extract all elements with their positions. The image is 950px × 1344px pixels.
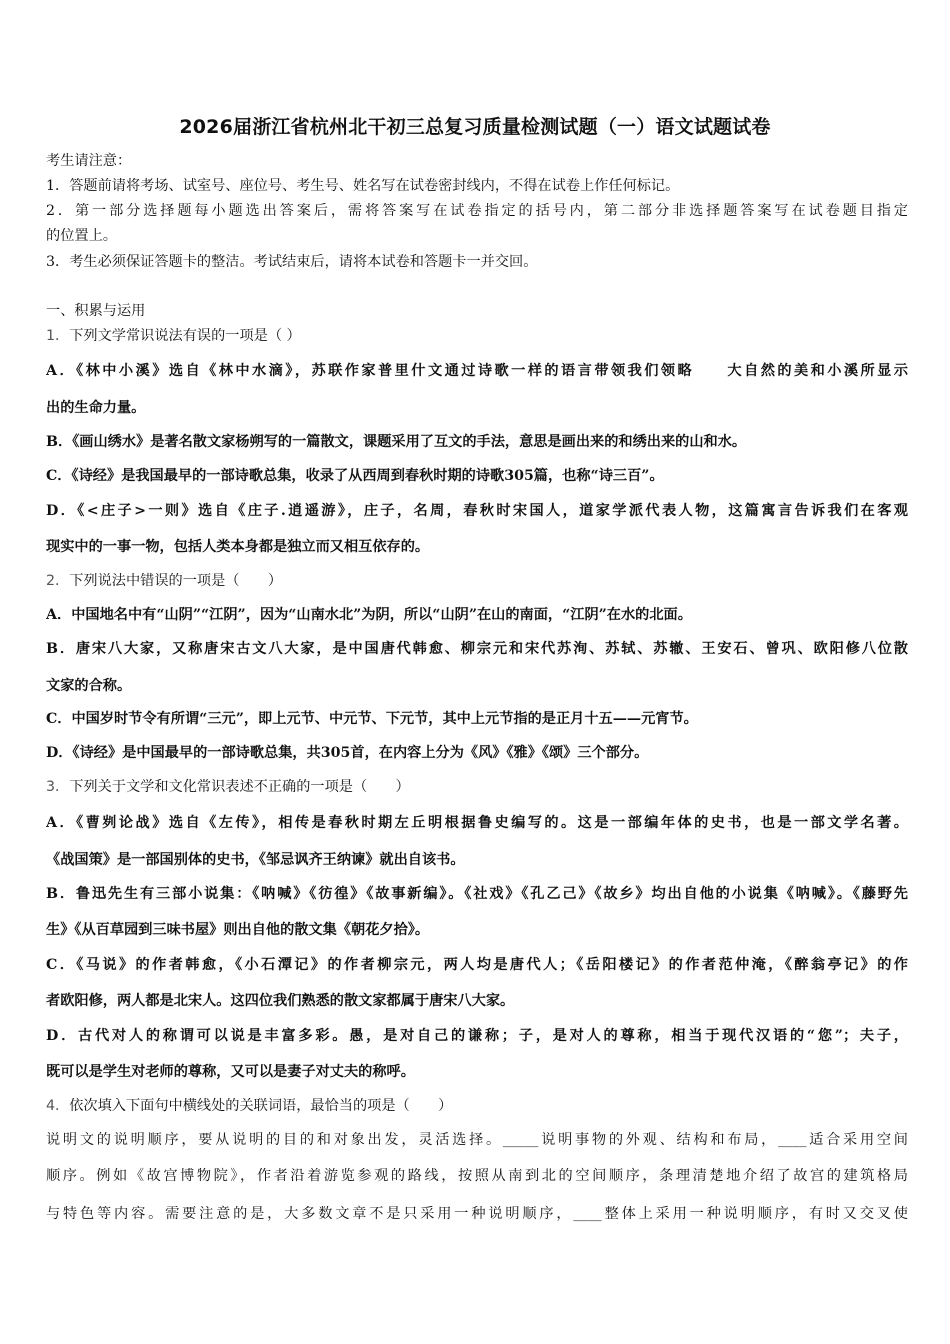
question-2-stem <box>46 571 908 591</box>
q2-option-a: A．中国地名中有“山阴”“江阴”，因为“山南水北”为阴，所以“山阴”在山的南面，“江阴”在水的北面。 <box>46 607 692 623</box>
section-heading: 一、积累与运用 <box>46 303 146 319</box>
q2-option-b: B．唐宋八大家，又称唐宋古文八大家，是中国唐代韩愈、柳宗元和宋代苏洵、苏轼、苏辙、王安石、曾巩、欧阳修八位散 <box>46 641 908 657</box>
q1-option-d-cont: 现实中的一事一物，包括人类本身都是独立而又相互依存的。 <box>46 539 430 555</box>
notice-header: 考生请注意： <box>46 153 132 169</box>
q4-passage-line-3: 与特色等内容。需要注意的是，大多数文章不是只采用一种说明顺序，____整体上采用一种说明顺序，有时又交叉使 <box>46 1206 908 1222</box>
question-4-stem <box>46 1096 908 1116</box>
q3-option-d: D．古代对人的称谓可以说是丰富多彩。愚，是对自己的谦称；子，是对人的尊称，相当于现代汉语的“您”；夫子， <box>46 1028 908 1044</box>
question-number: 1． <box>46 328 70 344</box>
question-text: 下列说法中错误的一项是（ ） <box>69 573 283 589</box>
question-text: 下列文学常识说法有误的一项是（ ） <box>69 328 301 344</box>
q3-option-d-cont: 既可以是学生对老师的尊称，又可以是妻子对丈夫的称呼。 <box>46 1064 415 1080</box>
question-1-stem <box>46 326 908 346</box>
q1-option-a: A．《林中小溪》选自《林中水滴》，苏联作家普里什文通过诗歌一样的语言带领我们领略 大自然的美和小溪所显示 <box>46 363 908 379</box>
question-text: 依次填入下面句中横线处的关联词语，最恰当的项是（ ） <box>69 1098 453 1114</box>
q3-option-a-cont: 《战国策》是一部国别体的史书，《邹忌讽齐王纳谏》就出自该书。 <box>46 852 465 868</box>
notice-item-3: 3．考生必须保证答题卡的整洁。考试结束后，请将本试卷和答题卡一并交回。 <box>46 254 538 270</box>
q4-passage-line-1: 说明文的说明顺序，要从说明的目的和对象出发，灵活选择。_____说明事物的外观、结构和布局，____适合采用空间 <box>46 1132 908 1148</box>
q1-option-c: C．《诗经》是我国最早的一部诗歌总集，收录了从西周到春秋时期的诗歌305篇，也称“诗三百”。 <box>46 468 664 484</box>
notice-item-1: 1．答题前请将考场、试室号、座位号、考生号、姓名写在试卷密封线内，不得在试卷上作任何标记。 <box>46 178 680 194</box>
question-number: 4． <box>46 1098 70 1114</box>
q2-option-d: D．《诗经》是中国最早的一部诗歌总集，共305首，在内容上分为《风》《雅》《颂》三个部分。 <box>46 745 649 761</box>
question-number: 3． <box>46 779 70 795</box>
q2-option-c: C．中国岁时节令有所谓“三元”，即上元节、中元节、下元节，其中上元节指的是正月十五——元宵节。 <box>46 711 698 727</box>
q3-option-b: B．鲁迅先生有三部小说集：《呐喊》《彷徨》《故事新编》。《社戏》《孔乙己》《故乡》均出自他的小说集《呐喊》。《藤野先 <box>46 886 908 902</box>
q3-option-c: C．《马说》的作者韩愈，《小石潭记》的作者柳宗元，两人均是唐代人；《岳阳楼记》的作者范仲淹，《醉翁亭记》的作 <box>46 957 908 973</box>
notice-item-2: 2．第一部分选择题每小题选出答案后，需将答案写在试卷指定的括号内，第二部分非选择题答案写在试卷题目指定 <box>46 203 908 219</box>
question-3-stem <box>46 777 908 797</box>
q3-option-c-cont: 者欧阳修，两人都是北宋人。这四位我们熟悉的散文家都属于唐宋八大家。 <box>46 993 515 1009</box>
q4-passage-line-2: 顺序。例如《故宫博物院》，作者沿着游览参观的路线，按照从南到北的空间顺序，条理清楚地介绍了故宫的建筑格局 <box>46 1168 908 1184</box>
question-number: 2． <box>46 573 70 589</box>
q1-option-a-cont: 出的生命力量。 <box>46 400 146 416</box>
question-text: 下列关于文学和文化常识表述不正确的一项是（ ） <box>69 779 410 795</box>
notice-item-2-cont: 的位置上。 <box>46 228 117 244</box>
q3-option-a: A．《曹刿论战》选自《左传》，相传是春秋时期左丘明根据鲁史编写的。这是一部编年体的史书，也是一部文学名著。 <box>46 815 908 831</box>
q1-option-d: D．《<庄子>一则》选自《庄子.逍遥游》，庄子，名周，春秋时宋国人，道家学派代表人物，这篇寓言告诉我们在客观 <box>46 503 908 519</box>
q2-option-b-cont: 文家的合称。 <box>46 678 132 694</box>
q3-option-b-cont: 生》《从百草园到三味书屋》则出自他的散文集《朝花夕拾》。 <box>46 922 430 938</box>
exam-title: 2026届浙江省杭州北干初三总复习质量检测试题（一）语文试题试卷 <box>179 116 771 138</box>
q1-option-b: B．《画山绣水》是著名散文家杨朔写的一篇散文，课题采用了互文的手法，意思是画出来的和绣出来的山和水。 <box>46 434 747 450</box>
